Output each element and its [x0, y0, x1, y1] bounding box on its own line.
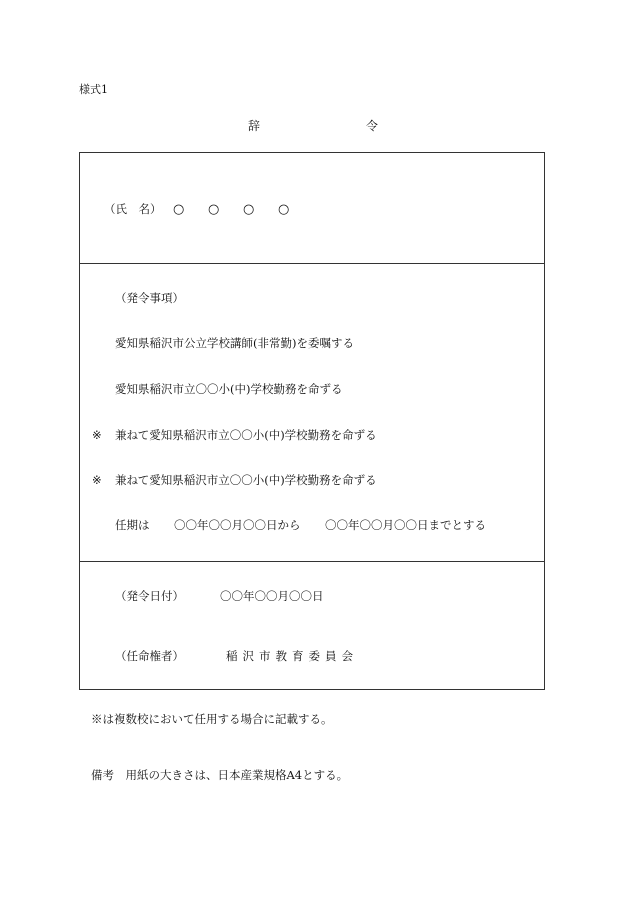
document-title-second-char: 令 — [366, 119, 379, 133]
name-placeholder-circle: ○ — [173, 202, 185, 217]
appointing-authority-label: （任命権者） — [115, 649, 184, 663]
appointing-authority-value: 稲沢市教育委員会 — [226, 649, 358, 663]
issue-line: 愛知県稲沢市立〇〇小(中)学校勤務を命ずる — [115, 382, 343, 396]
remarks-note: 備考 用紙の大きさは、日本産業規格A4とする。 — [91, 768, 349, 782]
name-placeholder-circle: ○ — [278, 202, 290, 217]
section-divider — [80, 561, 544, 562]
section-divider — [80, 263, 544, 264]
asterisk-note: ※は複数校において任用する場合に記載する。 — [91, 712, 333, 726]
document-title-first-char: 辞 — [248, 119, 261, 133]
term-label: 任期は — [115, 518, 150, 532]
issue-matters-label: （発令事項） — [115, 291, 184, 305]
form-number: 様式1 — [79, 83, 108, 96]
issue-line: 愛知県稲沢市公立学校講師(非常勤)を委嘱する — [115, 336, 354, 350]
issue-line: 兼ねて愛知県稲沢市立〇〇小(中)学校勤務を命ずる — [115, 473, 377, 487]
appointment-form-box — [79, 152, 545, 690]
issue-line: 兼ねて愛知県稲沢市立〇〇小(中)学校勤務を命ずる — [115, 428, 377, 442]
name-placeholder-circle: ○ — [243, 202, 255, 217]
issue-date-value: 〇〇年〇〇月〇〇日 — [220, 589, 324, 603]
name-label: （氏 名） — [104, 202, 162, 216]
term-end-date: 〇〇年〇〇月〇〇日までとする — [325, 518, 486, 532]
asterisk-mark: ※ — [92, 473, 102, 487]
name-placeholder-circle: ○ — [208, 202, 220, 217]
issue-date-label: （発令日付） — [115, 589, 184, 603]
asterisk-mark: ※ — [92, 428, 102, 442]
term-start-date: 〇〇年〇〇月〇〇日から — [174, 518, 301, 532]
